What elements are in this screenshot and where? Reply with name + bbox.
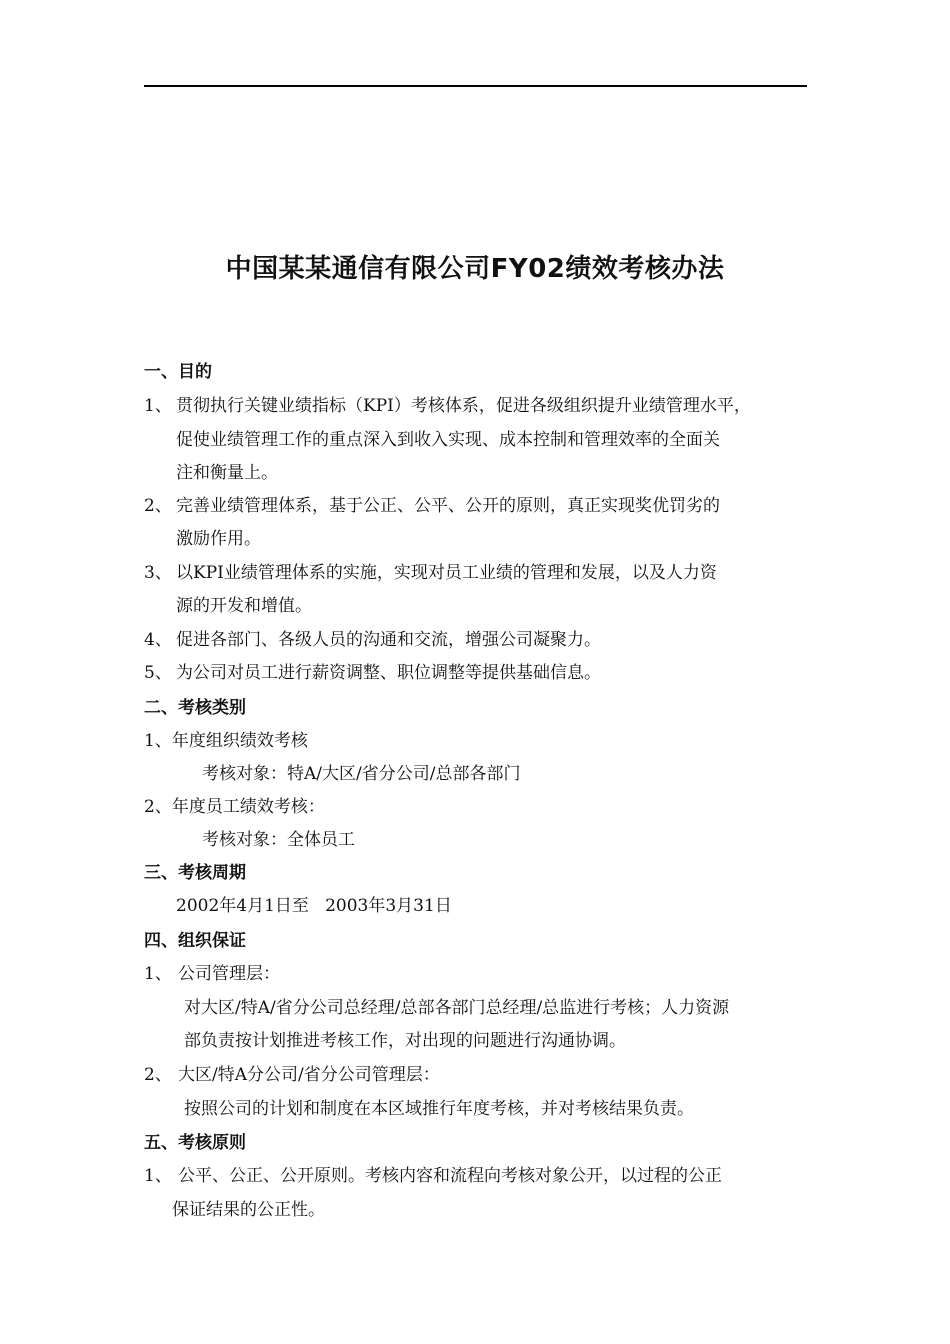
- paragraph-line: 为公司对员工进行薪资调整、职位调整等提供基础信息。: [176, 663, 601, 683]
- section-heading-categories: 二、考核类别: [144, 698, 246, 718]
- list-number: 1、: [144, 964, 172, 984]
- paragraph-line: 完善业绩管理体系，基于公正、公平、公开的原则，真正实现奖优罚劣的: [176, 496, 720, 516]
- list-number: 2、: [144, 1065, 172, 1085]
- section-heading-principles: 五、考核原则: [144, 1133, 246, 1153]
- paragraph-line: 促使业绩管理工作的重点深入到收入实现、成本控制和管理效率的全面关: [176, 430, 720, 450]
- paragraph-line: 按照公司的计划和制度在本区域推行年度考核，并对考核结果负责。: [184, 1099, 694, 1119]
- paragraph-line: 以KPI业绩管理体系的实施，实现对员工业绩的管理和发展，以及人力资: [176, 563, 717, 583]
- list-number: 4、: [144, 630, 172, 650]
- list-number: 1、: [144, 396, 172, 416]
- section-heading-period: 三、考核周期: [144, 863, 246, 883]
- section-heading-purpose: 一、目的: [144, 362, 212, 382]
- paragraph-line: 贯彻执行关键业绩指标（KPI）考核体系，促进各级组织提升业绩管理水平，: [176, 396, 751, 416]
- paragraph-line: 公平、公正、公开原则。考核内容和流程向考核对象公开，以过程的公正: [178, 1166, 722, 1186]
- list-number: 5、: [144, 663, 172, 683]
- paragraph-line: 源的开发和增值。: [176, 596, 312, 616]
- paragraph-line: 1、年度组织绩效考核: [144, 731, 308, 751]
- paragraph-line: 考核对象：特A/大区/省分公司/总部各部门: [202, 764, 521, 784]
- document-title: 中国某某通信有限公司FY02绩效考核办法: [225, 254, 725, 284]
- paragraph-line: 保证结果的公正性。: [172, 1200, 325, 1220]
- paragraph-line: 2、年度员工绩效考核：: [144, 797, 325, 817]
- list-number: 1、: [144, 1166, 172, 1186]
- section-heading-organization: 四、组织保证: [144, 931, 246, 951]
- paragraph-line: 大区/特A分公司/省分公司管理层：: [178, 1065, 440, 1085]
- list-number: 3、: [144, 563, 172, 583]
- paragraph-line: 考核对象：全体员工: [202, 830, 355, 850]
- list-number: 2、: [144, 496, 172, 516]
- paragraph-line: 公司管理层：: [178, 964, 280, 984]
- paragraph-line: 对大区/特A/省分公司总经理/总部各部门总经理/总监进行考核；人力资源: [184, 998, 730, 1018]
- paragraph-line: 2002年4月1日至 2003年3月31日: [176, 896, 452, 916]
- paragraph-line: 促进各部门、各级人员的沟通和交流，增强公司凝聚力。: [176, 630, 601, 650]
- paragraph-line: 注和衡量上。: [176, 463, 278, 483]
- header-rule: [144, 85, 807, 87]
- paragraph-line: 激励作用。: [176, 529, 261, 549]
- paragraph-line: 部负责按计划推进考核工作，对出现的问题进行沟通协调。: [184, 1031, 626, 1051]
